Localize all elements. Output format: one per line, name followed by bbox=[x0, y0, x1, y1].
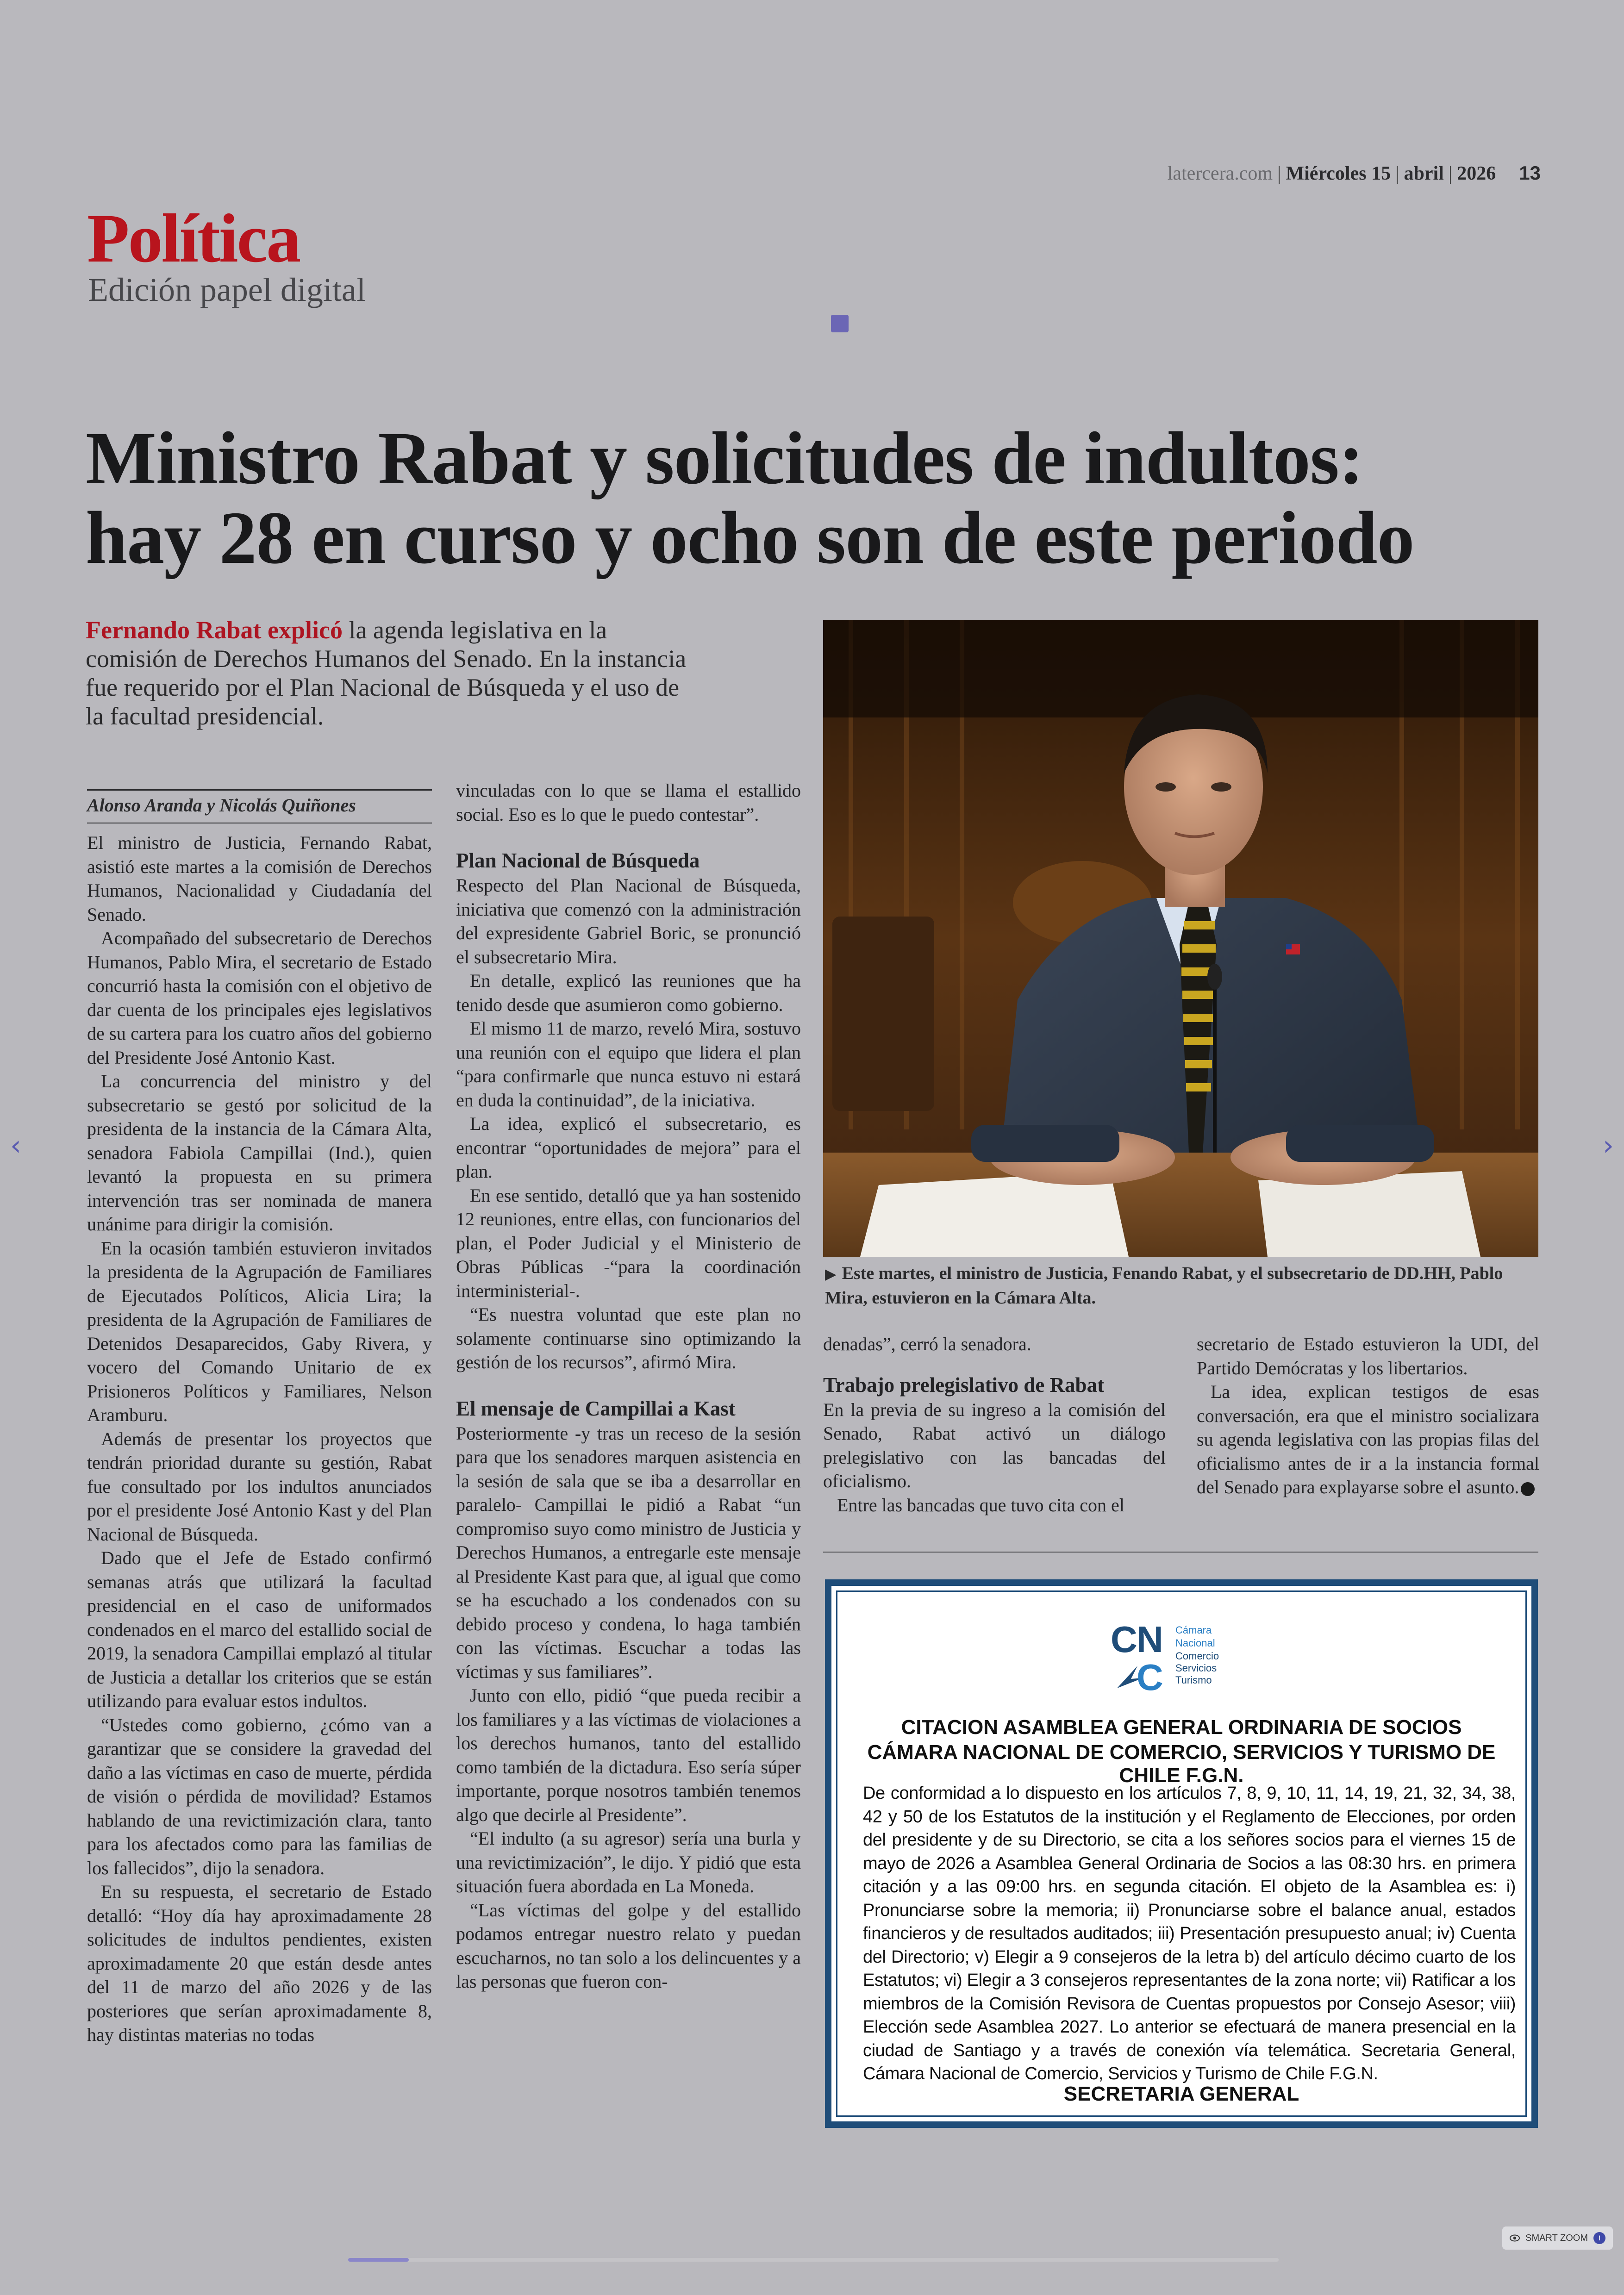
logo-text-camara: Cámara bbox=[1175, 1624, 1212, 1636]
paragraph: Dado que el Jefe de Estado confirmó semanas atrás que utilizará la facultad presidencial en el caso de uniformados condenados en el marco del estallido social de 2019, la senadora Campillai emplazó al titular de Justicia a detallar los criterios que se están utilizando para evaluar estos indultos. bbox=[87, 1547, 432, 1711]
paragraph: “Es nuestra voluntad que este plan no solamente continuarse sino optimizando la gestión de los recursos”, afirmó Mira. bbox=[456, 1304, 801, 1372]
divider bbox=[823, 1552, 1538, 1553]
logo-text-comercio: Comercio bbox=[1175, 1650, 1219, 1662]
date-month: abril bbox=[1404, 163, 1444, 184]
svg-text:N: N bbox=[1137, 1621, 1163, 1660]
paragraph: En ese sentido, detalló que ya han sostenido 12 reuniones, entre ellas, con funcionarios del plan, el Poder Judicial y el Ministerio de Obras Públicas -“para la coordinación interministerial-. bbox=[456, 1185, 801, 1301]
paragraph: Posteriormente -y tras un receso de la sesión para que los senadores marquen asistencia en la sesión de sala que se iba a desarrollar en paralelo- Campillai le pidió a Rabat “un compromiso suyo como ministro de Justicia y Derechos Humanos, a entregarle este mensaje al Presidente Kast para que, al igual que como se ha escuchado a los condenados con su debido proceso y condena, lo haga también con las víctimas. Escuchar a todas las víctimas y sus familiares”. bbox=[456, 1422, 801, 1682]
paragraph: En la previa de su ingreso a la comisión del Senado, Rabat activó un diálogo prelegislativo con las bancadas del oficialismo. bbox=[823, 1399, 1166, 1491]
advertisement-citacion[interactable] bbox=[825, 1579, 1538, 2128]
ad-body-text: De conformidad a lo dispuesto en los artículos 7, 8, 9, 10, 11, 14, 19, 21, 32, 34, 38, 42 y 50 de los Estatutos de la institución y el Reglamento de Elecciones, por orden del presidente y de su Directorio, se cita a los señores socios para el viernes 15 de mayo de 2026 a Asamblea General Ordinaria de Socios a las 08:30 hrs. en primera citación y a las 09:00 hrs. en segunda citación. El objeto de la Asamblea es: i) Pronunciarse sobre la memoria; ii) Pronunciarse sobre el balance anual, estados financieros y de resultados auditados; iii) Presentación presupuesto anual; iv) Cuenta del Directorio; v) Elegir a 9 consejeros de la letra b) del artículo décimo cuarto de los Estatutos; vi) Elegir a 3 consejeros representantes de la zona norte; vii) Ratificar a los miembros de la Comisión Revisora de Cuentas propuestos por Consejo Asesor; viii) Elección sede Asamblea 2027. Lo anterior se efectuará de manera presencial en la ciudad de Santiago y a través de conexión vía telemática. Secretaria General, Cámara Nacional de Comercio, Servicios y Turismo de Chile F.G.N. bbox=[863, 1784, 1516, 2083]
previous-page-chevron-icon[interactable]: ‹ bbox=[10, 1129, 21, 1162]
paragraph: La concurrencia del ministro y del subsecretario se gestó por solicitud de la presidenta de la instancia de la Cámara Alta, senadora Fabiola Campillai (Ind.), quien levantó la propuesta en su primera intervención tras ser nominada de manera unánime para dirigir la comisión. bbox=[87, 1071, 432, 1235]
subheading-plan-busqueda: Plan Nacional de Búsqueda bbox=[456, 849, 700, 872]
page-scrubber-progress[interactable] bbox=[348, 2258, 409, 2262]
section-subtitle: Edición papel digital bbox=[88, 271, 366, 308]
caption-arrow-icon: ▶ bbox=[825, 1266, 837, 1282]
paragraph: En detalle, explicó las reuniones que ha tenido desde que asumieron como gobierno. bbox=[456, 970, 801, 1015]
subheading-trabajo-prelegislativo: Trabajo prelegislativo de Rabat bbox=[823, 1373, 1105, 1397]
paragraph: En la ocasión también estuvieron invitados la presidenta de la Agrupación de Familiares de Ejecutados Políticos, Alicia Lira; la presidenta de la Agrupación de Familiares de Detenidos Desaparecidos, Gaby Rivera, y vocero del Comando Unitario de ex Prisioneros Políticos y Familiares, Nelson Aramburu. bbox=[87, 1237, 432, 1425]
paragraph: secretario de Estado estuvieron la UDI, del Partido Demócratas y los libertarios. bbox=[1197, 1334, 1539, 1378]
page-scrubber-track[interactable] bbox=[348, 2258, 1279, 2262]
eye-icon bbox=[1510, 2234, 1520, 2242]
minister-photo-illustration bbox=[823, 620, 1538, 1257]
subheading-mensaje-campillai: El mensaje de Campillai a Kast bbox=[456, 1397, 736, 1420]
cnc-logo-icon bbox=[1111, 1621, 1245, 1695]
paragraph: “El indulto (a su agresor) sería una burla y una revictimización”, le dijo. Y pidió que esta situación fuera abordada en La Moneda. bbox=[456, 1828, 801, 1896]
article-photo[interactable] bbox=[823, 620, 1538, 1257]
paragraph-text: La idea, explican testigos de esas conversación, era que el ministro socializara su agenda legislativa con las propias filas del oficialismo antes de ir a la instancia formal del Senado para explayarse sobre el asunto. bbox=[1197, 1381, 1539, 1497]
smart-zoom-button[interactable] bbox=[1502, 2226, 1613, 2250]
article-column-4 bbox=[1197, 1332, 1539, 1499]
article-column-3 bbox=[823, 1332, 1166, 1517]
paragraph: Acompañado del subsecretario de Derechos Humanos, Pablo Mira, el secretario de Estado concurrió hasta la comisión con el objetivo de dar cuenta de los principales ejes legislativos de su cartera para los cuatro años del gobierno del Presidente José Antonio Kast. bbox=[87, 928, 432, 1068]
ad-subtitle: CÁMARA NACIONAL DE COMERCIO, SERVICIOS Y TURISMO DE CHILE F.G.N. bbox=[867, 1741, 1496, 1787]
lead-text: la agenda legislativa en la comisión de Derechos Humanos del Senado. En la instancia fue requerido por el Plan Nacional de Búsqueda y el uso de la facultad presidencial. bbox=[86, 616, 687, 730]
paragraph: El mismo 11 de marzo, reveló Mira, sostuvo una reunión con el equipo que lidera el plan “para confirmarle que nunca estuvo ni estará en duda la continuidad”, de la iniciativa. bbox=[456, 1018, 801, 1110]
svg-text:C: C bbox=[1137, 1657, 1163, 1695]
paragraph: Junto con ello, pidió “que pueda recibir a los familiares y a las víctimas de violaciones a los derechos humanos, tanto del estallido como también de la dictadura. Eso sería súper importante, porque nosotros también tenemos algo que decirle al Presidente”. bbox=[456, 1685, 801, 1825]
headline-line-1: Ministro Rabat y solicitudes de indultos: bbox=[86, 417, 1363, 500]
ad-inner-frame bbox=[836, 1590, 1527, 2117]
bookmark-marker[interactable] bbox=[831, 315, 849, 332]
paragraph: denadas”, cerró la senadora. bbox=[823, 1334, 1031, 1354]
paragraph: Además de presentar los proyectos que tendrán prioridad durante su gestión, Rabat fue consultado por los indultos anunciados por el presidente José Antonio Kast y del Plan Nacional de Búsqueda. bbox=[87, 1428, 432, 1545]
paragraph: Entre las bancadas que tuvo cita con el bbox=[837, 1494, 1124, 1515]
ad-signature: SECRETARIA GENERAL bbox=[1063, 2083, 1299, 2105]
smart-zoom-label: SMART ZOOM bbox=[1525, 2233, 1588, 2243]
headline-line-2: hay 28 en curso y ocho son de este periodo bbox=[86, 497, 1414, 580]
paragraph: “Las víctimas del golpe y del estallido podamos entregar nuestro relato y puedan escucharnos, no tan solo a los delincuentes y a las personas que fueron con- bbox=[456, 1899, 801, 1992]
ad-title: CITACION ASAMBLEA GENERAL ORDINARIA DE SOCIOS bbox=[901, 1716, 1462, 1739]
next-page-chevron-icon[interactable]: › bbox=[1603, 1129, 1614, 1162]
page-number: 13 bbox=[1519, 162, 1541, 184]
caption-text: Este martes, el ministro de Justicia, Fenando Rabat, y el subsecretario de DD.HH, Pablo Mira, estuvieron en la Cámara Alta. bbox=[825, 1264, 1503, 1308]
site-name: latercera.com bbox=[1167, 163, 1273, 184]
svg-text:C: C bbox=[1111, 1621, 1137, 1660]
date-year: 2026 bbox=[1457, 163, 1496, 184]
paragraph: En su respuesta, el secretario de Estado detalló: “Hoy día hay aproximadamente 28 solicitudes de indultos pendientes, existen aproximadamente 20 que están desde antes del 11 de marzo del año 2026 y de las posteriores que serían aproximadamente 8, hay distintas materias no todas bbox=[87, 1881, 432, 2045]
lead-kicker: Fernando Rabat explicó bbox=[86, 616, 343, 644]
byline: Alonso Aranda y Nicolás Quiñones bbox=[87, 789, 432, 823]
photo-caption bbox=[825, 1261, 1538, 1310]
paragraph: “Ustedes como gobierno, ¿cómo van a garantizar que se considere la gravedad del daño a las víctimas en caso de muerte, pérdida de visión o pérdida de movilidad? Estamos hablando de una revictimización clara, tanto para los afectados como para las familias de los fallecidos”, dijo la senadora. bbox=[87, 1714, 432, 1878]
logo-text-nacional: Nacional bbox=[1175, 1637, 1215, 1649]
lead-paragraph bbox=[86, 616, 701, 730]
logo-text-turismo: Turismo bbox=[1175, 1674, 1212, 1686]
headline bbox=[86, 419, 1567, 578]
folio: latercera.com | Miércoles 15 | abril | 2026 13 bbox=[1167, 162, 1541, 184]
paragraph: La idea, explicó el subsecretario, es encontrar “oportunidades de mejora” para el plan. bbox=[456, 1113, 801, 1182]
paragraph bbox=[1197, 1380, 1539, 1499]
paragraph: Respecto del Plan Nacional de Búsqueda, iniciativa que comenzó con la administración del expresidente Gabriel Boric, se pronunció el subsecretario Mira. bbox=[456, 875, 801, 967]
date-day: Miércoles 15 bbox=[1286, 163, 1391, 184]
article-column-2 bbox=[456, 779, 801, 1994]
smart-zoom-info-badge[interactable]: i bbox=[1593, 2232, 1605, 2244]
end-mark-icon bbox=[1521, 1482, 1535, 1496]
article-column-1 bbox=[87, 831, 432, 2047]
section-title: Política bbox=[87, 200, 300, 277]
paragraph: El ministro de Justicia, Fernando Rabat, asistió este martes a la comisión de Derechos Humanos, Nacionalidad y Ciudadanía del Senado. bbox=[87, 832, 432, 925]
paragraph: vinculadas con lo que se llama el estallido social. Eso es lo que le puedo contestar”. bbox=[456, 780, 801, 825]
logo-text-servicios: Servicios bbox=[1175, 1662, 1217, 1674]
